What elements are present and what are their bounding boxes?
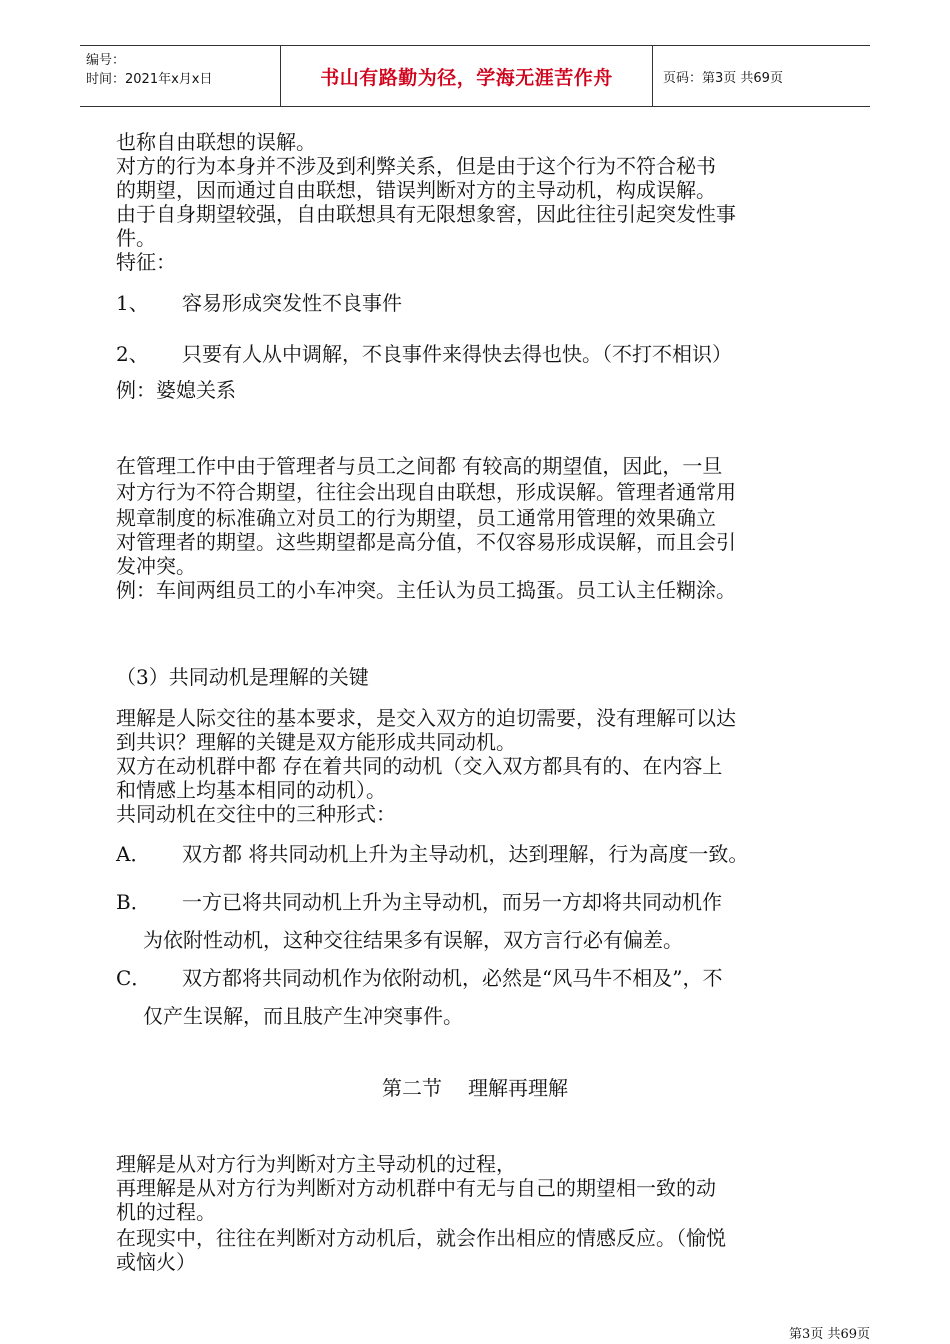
list-number: 2、 xyxy=(116,342,149,366)
list-number: C． xyxy=(116,966,152,990)
time-label: 时间：2021年x月x日 xyxy=(86,72,213,87)
text-line: 对方行为不符合期望，往往会出现自由联想，形成误解。管理者通常用 xyxy=(116,480,736,504)
page-header xyxy=(80,45,870,107)
text-line: 件。 xyxy=(116,226,156,250)
text-line: 在管理工作中由于管理者与员工之间都 有较高的期望值，因此，一旦 xyxy=(116,454,723,478)
text-line: 也称自由联想的误解。 xyxy=(116,130,316,154)
list-number: B． xyxy=(116,890,151,914)
example-line: 例：婆媳关系 xyxy=(116,378,236,402)
text-line: 和情感上均基本相同的动机）。 xyxy=(116,778,386,802)
text-line: 到共识？理解的关键是双方能形成共同动机。 xyxy=(116,730,516,754)
text-line: 对管理者的期望。这些期望都是高分值，不仅容易形成误解，而且会引 xyxy=(116,530,736,554)
header-motto xyxy=(281,46,653,106)
example-line: 例：车间两组员工的小车冲突。主任认为员工捣蛋。员工认主任糊涂。 xyxy=(116,578,736,602)
page-footer: 第3页 共69页 xyxy=(789,1327,870,1342)
motto-text: 书山有路勤为径，学海无涯苦作舟 xyxy=(320,66,613,89)
text-line: 双方在动机群中都 存在着共同的动机（交入双方都具有的、在内容上 xyxy=(116,754,723,778)
text-line: 再理解是从对方行为判断对方动机群中有无与自己的期望相一致的动 xyxy=(116,1176,716,1200)
text-line: 理解是人际交往的基本要求，是交入双方的迫切需要，没有理解可以达 xyxy=(116,706,736,730)
list-item: 双方都将共同动机作为依附动机，必然是“风马牛不相及”，不 xyxy=(182,966,723,990)
section-title: 理解再理解 xyxy=(468,1076,568,1100)
text-line: 或恼火） xyxy=(116,1250,196,1274)
text-line: 由于自身期望较强，自由联想具有无限想象窖，因此往往引起突发性事 xyxy=(116,202,736,226)
text-line: 共同动机在交往中的三种形式： xyxy=(116,802,396,826)
list-item: 一方已将共同动机上升为主导动机，而另一方却将共同动机作 xyxy=(182,890,722,914)
list-item-continuation: 为依附性动机，这种交往结果多有误解，双方言行必有偏差。 xyxy=(143,928,683,952)
text-line: 特征： xyxy=(116,250,176,274)
text-line: 机的过程。 xyxy=(116,1200,216,1224)
text-line: 发冲突。 xyxy=(116,554,196,578)
list-item: 双方都 将共同动机上升为主导动机，达到理解，行为高度一致。 xyxy=(182,842,749,866)
list-item: 只要有人从中调解，不良事件来得快去得也快。（不打不相识） xyxy=(182,342,732,366)
text-line: 对方的行为本身并不涉及到利弊关系，但是由于这个行为不符合秘书 xyxy=(116,154,716,178)
list-number: 1、 xyxy=(116,291,149,315)
text-line: 的期望，因而通过自由联想，错误判断对方的主导动机，构成误解。 xyxy=(116,178,716,202)
text-line: 规章制度的标准确立对员工的行为期望，员工通常用管理的效果确立 xyxy=(116,506,716,530)
subheading: （3）共同动机是理解的关键 xyxy=(116,665,369,689)
number-label: 编号： xyxy=(86,53,126,68)
list-number: A． xyxy=(116,842,151,866)
section-heading xyxy=(0,1076,950,1100)
text-line: 理解是从对方行为判断对方主导动机的过程， xyxy=(116,1152,516,1176)
text-line: 在现实中，往往在判断对方动机后，就会作出相应的情感反应。（愉悦 xyxy=(116,1226,726,1250)
header-meta xyxy=(80,46,281,106)
list-item-continuation: 仅产生误解，而且肢产生冲突事件。 xyxy=(143,1004,463,1028)
section-label: 第二节 xyxy=(382,1076,442,1100)
header-page-code: 页码：第3页 共69页 xyxy=(663,70,783,86)
list-item: 容易形成突发性不良事件 xyxy=(182,291,402,315)
